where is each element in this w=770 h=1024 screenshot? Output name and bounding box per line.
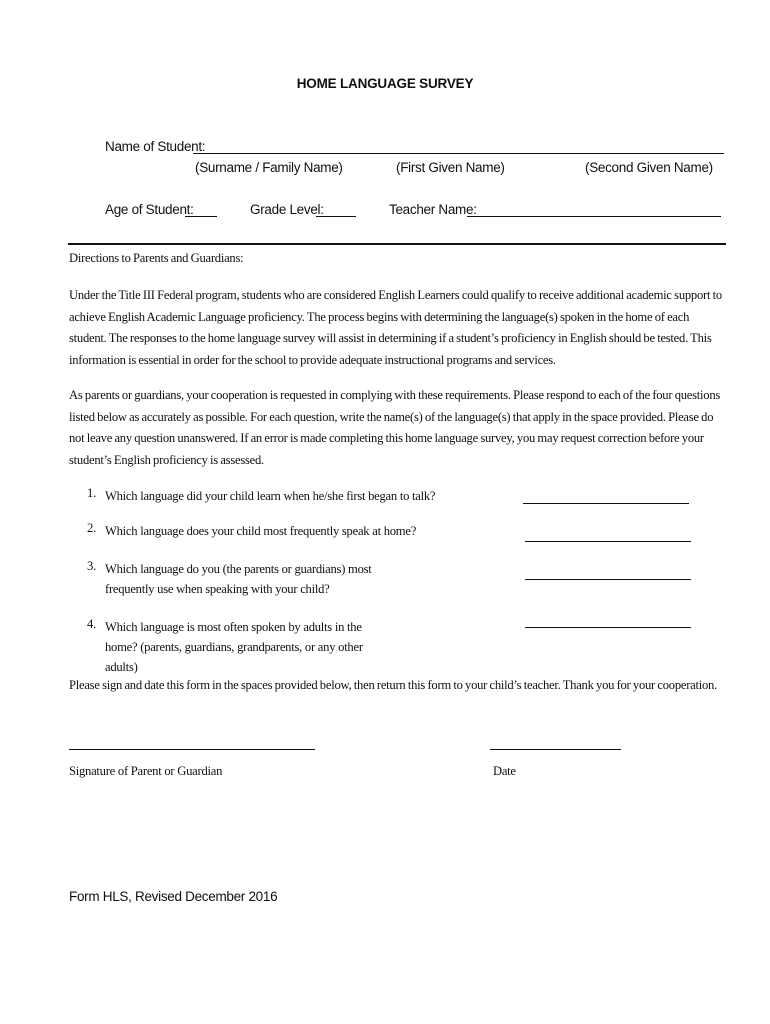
question-4-text: Which language is most often spoken by adults in the home? (parents, guardians, grandparents, or any other adults) bbox=[105, 620, 363, 674]
question-2-number: 2. bbox=[87, 521, 97, 535]
date-label: Date bbox=[493, 764, 516, 778]
student-name-field[interactable] bbox=[193, 153, 724, 154]
directions-heading: Directions to Parents and Guardians: bbox=[69, 251, 244, 265]
question-3-answer-field[interactable] bbox=[525, 579, 691, 580]
signature-field[interactable] bbox=[69, 749, 315, 750]
question-3-number: 3. bbox=[87, 559, 97, 573]
date-field[interactable] bbox=[490, 749, 621, 750]
question-4-number: 4. bbox=[87, 617, 97, 631]
grade-level-label: Grade Level: bbox=[250, 202, 324, 217]
student-name-label: Name of Student: bbox=[105, 139, 206, 154]
question-3-text: Which language do you (the parents or guardians) most frequently use when speaking with your child? bbox=[105, 562, 372, 596]
form-revision-footer: Form HLS, Revised December 2016 bbox=[69, 889, 278, 904]
question-1-text: Which language did your child learn when he/she first began to talk? bbox=[105, 489, 436, 503]
teacher-name-field[interactable] bbox=[467, 216, 721, 217]
question-4-answer-field[interactable] bbox=[525, 627, 691, 628]
question-2-answer-field[interactable] bbox=[525, 541, 691, 542]
question-2-text: Which language does your child most frequently speak at home? bbox=[105, 524, 417, 538]
age-field[interactable] bbox=[185, 216, 217, 217]
directions-paragraph-2: As parents or guardians, your cooperation is requested in complying with these requirements. Please respond to each of the four questions listed below as accurately as possible. For each question, write the name(s) of the language(s) that apply in the space provided. Please do not leave any question unanswered. If an error is made completing this home language survey, you may request correction before your student’s English proficiency is assessed. bbox=[69, 388, 721, 467]
grade-level-field[interactable] bbox=[316, 216, 356, 217]
closing-instructions: Please sign and date this form in the spaces provided below, then return this form to your child’s teacher. Thank you for your cooperation. bbox=[69, 678, 717, 692]
question-1-answer-field[interactable] bbox=[523, 503, 689, 504]
teacher-name-label: Teacher Name: bbox=[389, 202, 477, 217]
page-title: HOME LANGUAGE SURVEY bbox=[296, 76, 474, 91]
surname-caption: (Surname / Family Name) bbox=[195, 160, 343, 175]
section-divider bbox=[68, 243, 726, 245]
second-name-caption: (Second Given Name) bbox=[585, 160, 713, 175]
age-label: Age of Student: bbox=[105, 202, 194, 217]
first-name-caption: (First Given Name) bbox=[396, 160, 505, 175]
question-1-number: 1. bbox=[87, 486, 97, 500]
directions-paragraph-1: Under the Title III Federal program, students who are considered English Learners could qualify to receive additional academic support to achieve English Academic Language proficiency. The process begins with determining the language(s) spoken in the home of each student. The responses to the home language survey will assist in determining if a student’s proficiency in English should be tested. This information is essential in order for the school to provide adequate instructional programs and services. bbox=[69, 288, 722, 367]
signature-label: Signature of Parent or Guardian bbox=[69, 764, 223, 778]
